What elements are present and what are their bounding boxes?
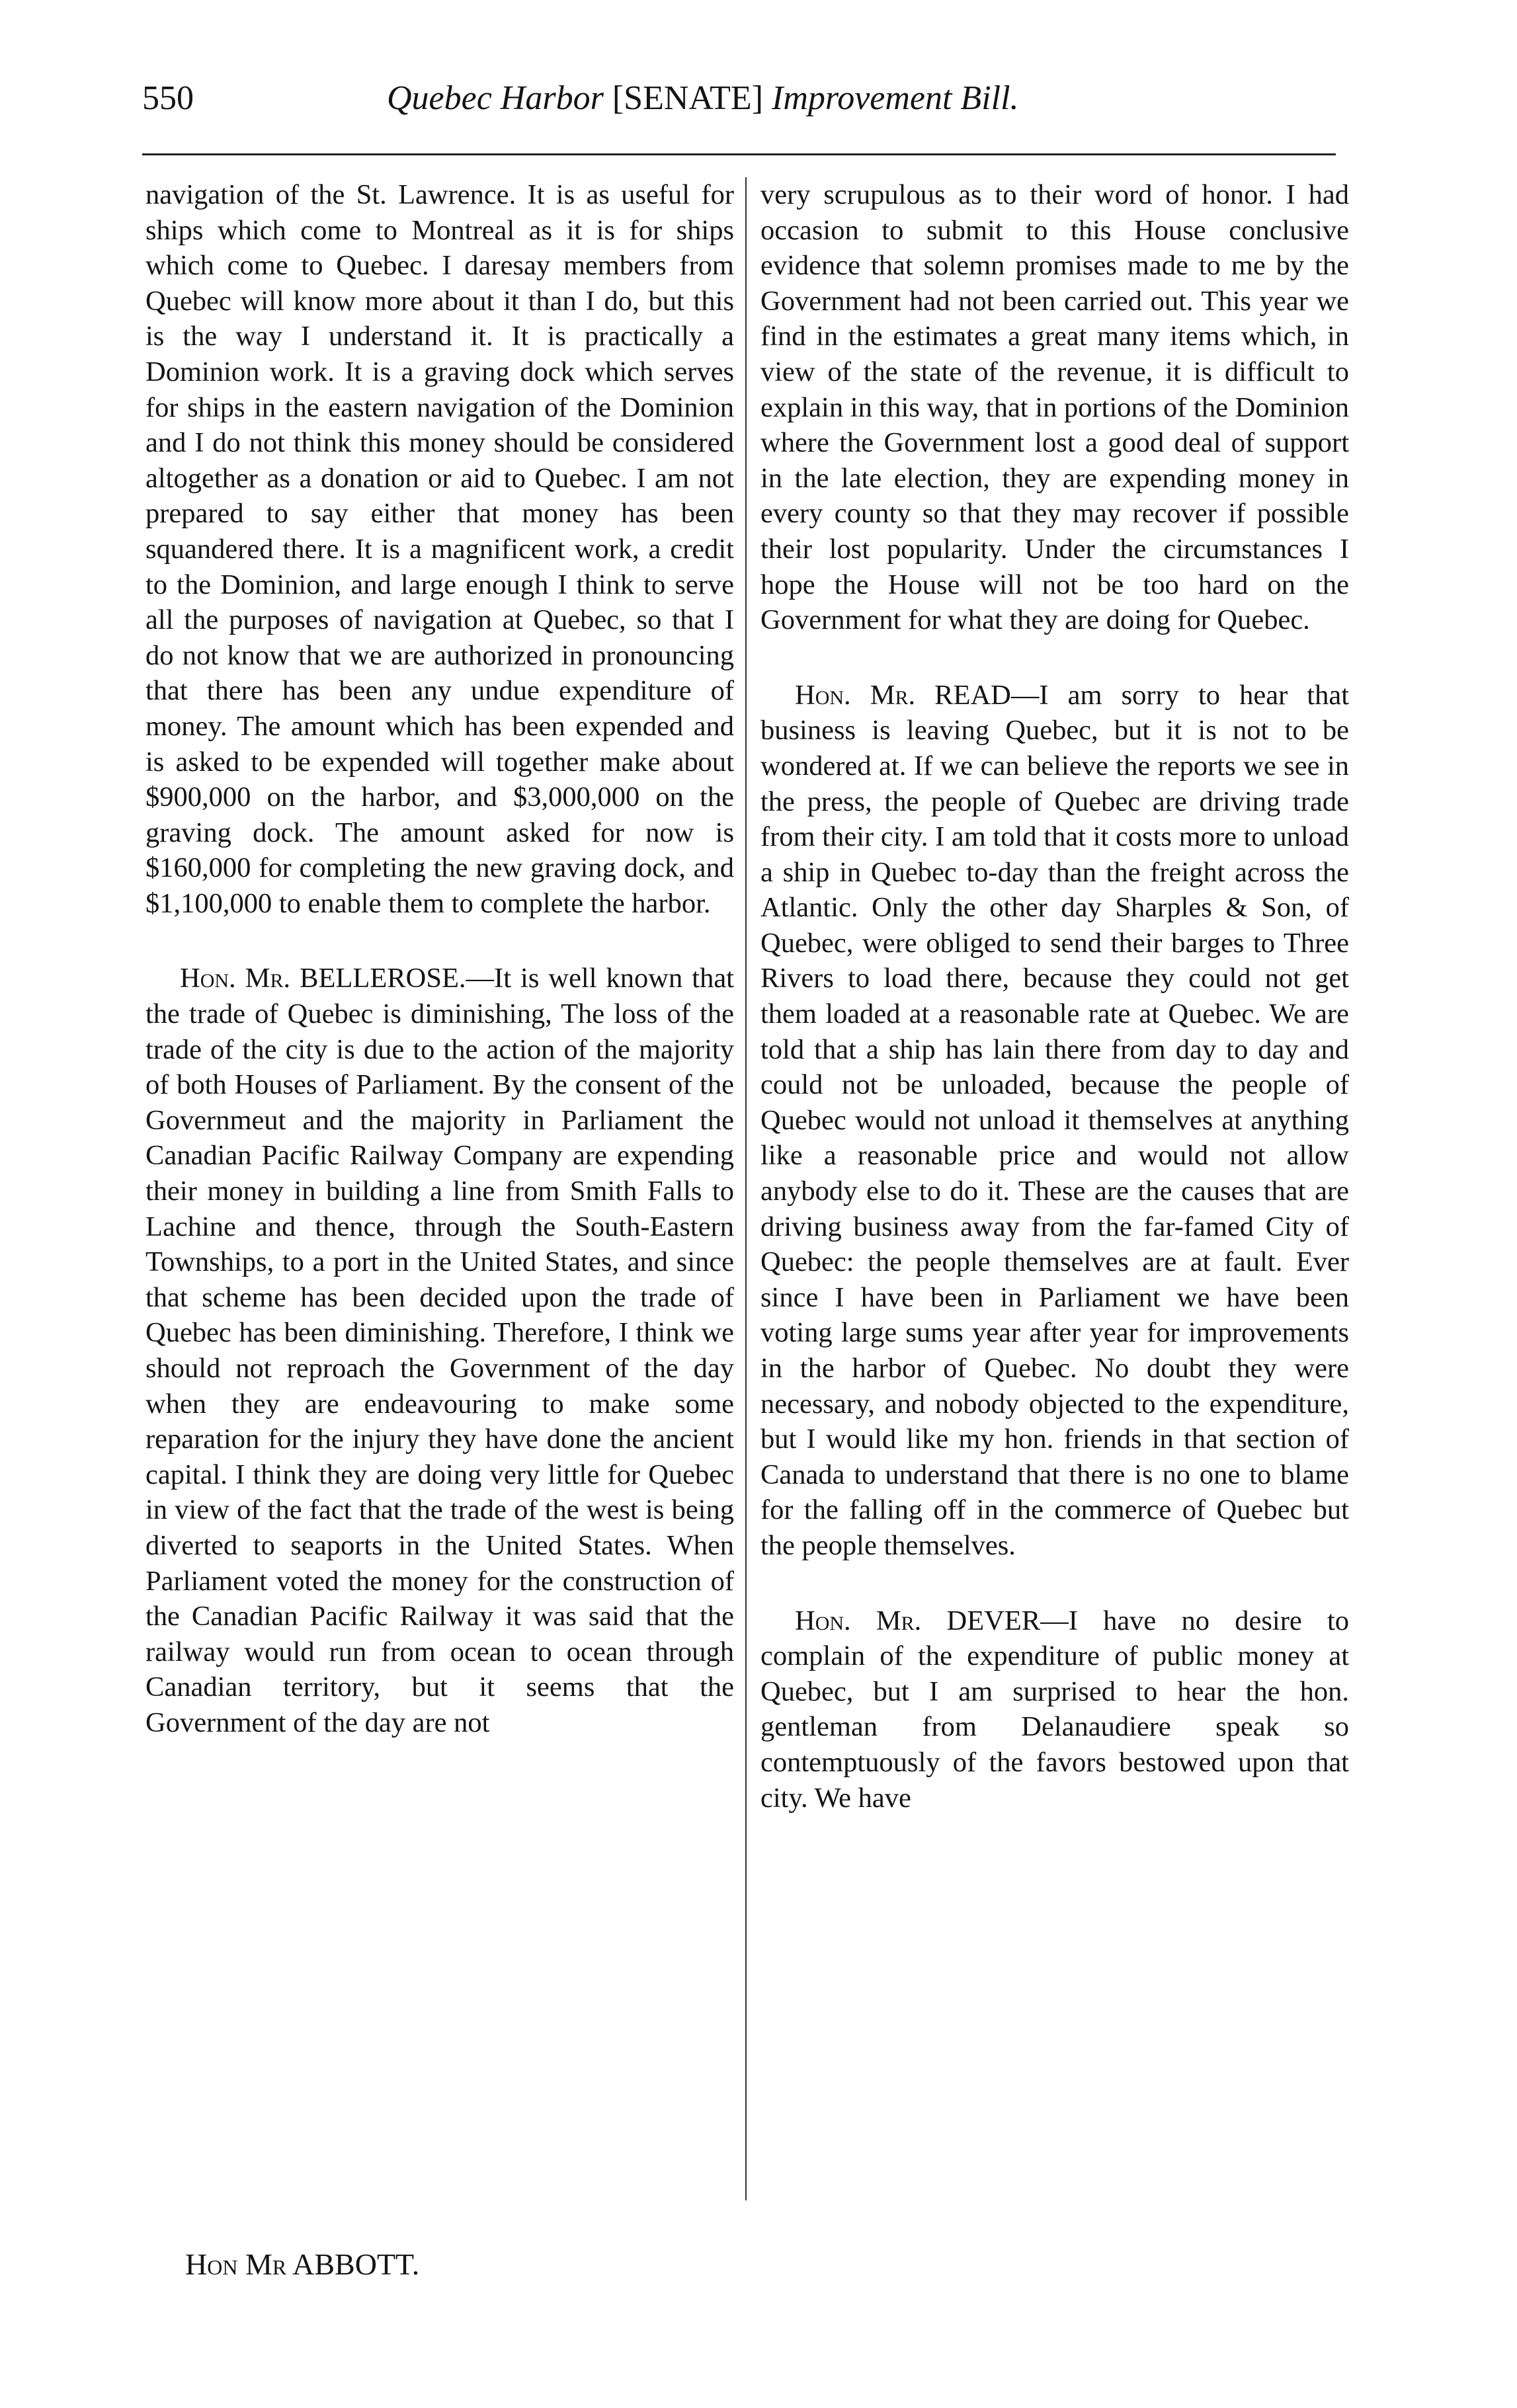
- right-paragraph-3: —I have no desire to complain of the expenditure of public money at Quebec, but I am surprised to hear the hon. gentleman from Delanaudiere speak so contemptuously of the favors bestowed upon that city. We have: [760, 1605, 1349, 1814]
- running-head: [387, 69, 1019, 128]
- header-rule: [142, 153, 1336, 155]
- speaker-read: Hon. Mr. READ: [795, 679, 1011, 711]
- speaker-dever: Hon. Mr. DEVER: [795, 1605, 1041, 1636]
- right-speech-read: [760, 678, 1349, 1564]
- left-paragraph-1: navigation of the St. Lawrence. It is as useful for ships which come to Montreal as it is for ships which come to Quebec. I daresay members from Quebec will know more about it than I do, but this is the way I understand it. It is practically a Dominion work. It is a graving dock which serves for ships in the eastern navigation of the Dominion and I do not think this money should be considered altogether as a donation or aid to Quebec. I am not prepared to say either that money has been squandered there. It is a magnificent work, a credit to the Dominion, and large enough I think to serve all the purposes of navigation at Quebec, so that I do not know that we are authorized in pronouncing that there has been any undue expenditure of money. The amount which has been expended and is asked to be expended will together make about $900,000 on the harbor, and $3,000,000 on the graving dock. The amount asked for now is $160,000 for completing the new graving dock, and $1,100,000 to enable them to complete the harbor.: [145, 179, 734, 919]
- left-speech-bellerose: [145, 961, 734, 1740]
- right-paragraph-2: —I am sorry to hear that business is leaving Quebec, but it is not to be wondered at. If we can believe the reports we see in the press, the people of Quebec are driving trade from their city. I am told that it costs more to unload a ship in Quebec to-day than the freight across the Atlantic. Only the other day Sharples & Son, of Quebec, were obliged to send their barges to Three Rivers to load there, because they could not get them loaded at a reasonable rate at Quebec. We are told that a ship has lain there from day to day and could not be unloaded, because the people of Quebec would not unload it themselves at anything like a reasonable price and would not allow anybody else to do it. These are the causes that are driving business away from the far-famed City of Quebec: the people themselves are at fault. Ever since I have been in Parliament we have been voting large sums year after year for improvements in the harbor of Quebec. No doubt they were necessary, and nobody objected to the expenditure, but I would like my hon. friends in that section of Canada to understand that there is no one to blame for the falling off in the commerce of Quebec but the people themselves.: [760, 679, 1350, 1561]
- running-head-left: Quebec Harbor: [387, 79, 604, 117]
- left-column: [145, 177, 734, 1741]
- right-column: [760, 177, 1349, 1816]
- page-number: 550: [142, 79, 194, 117]
- left-paragraph-2: —It is well known that the trade of Quebec is diminishing, The loss of the trade of the city is due to the action of the majority of both Houses of Parliament. By the consent of the Governmeut and the majority in Parliament the Canadian Pacific Railway Company are expending their money in building a line from Smith Falls to Lachine and thence, through the South-Eastern Townships, to a port in the United States, and since that scheme has been decided upon the trade of Quebec has been diminishing. Therefore, I think we should not reproach the Government of the day when they are endeavouring to make some reparation for the injury they have done the ancient capital. I think they are doing very little for Quebec in view of the fact that the trade of the west is being diverted to seaports in the United States. When Parliament voted the money for the construction of the Canadian Pacific Railway it was said that the railway would run from ocean to ocean through Canadian territory, but it seems that the Government of the day are not: [145, 963, 734, 1738]
- right-speech-dever: [760, 1603, 1349, 1816]
- running-head-center: [SENATE]: [612, 79, 764, 117]
- running-head-right: Improvement Bill.: [772, 79, 1019, 117]
- column-divider: [745, 177, 747, 2200]
- page-footer-signature: Hon Mr ABBOTT.: [185, 2247, 420, 2281]
- right-paragraph-1: very scrupulous as to their word of honor. I had occasion to submit to this House conclusive evidence that solemn promises made to me by the Government had not been carried out. This year we find in the estimates a great many items which, in view of the state of the revenue, it is difficult to explain in this way, that in portions of the Dominion where the Government lost a good deal of support in the late election, they are expending money in every county so that they may recover if possible their lost popularity. Under the circumstances I hope the House will not be too hard on the Government for what they are doing for Quebec.: [760, 179, 1349, 636]
- page-header: [142, 69, 1332, 128]
- speaker-bellerose: Hon. Mr. BELLEROSE.: [180, 963, 466, 994]
